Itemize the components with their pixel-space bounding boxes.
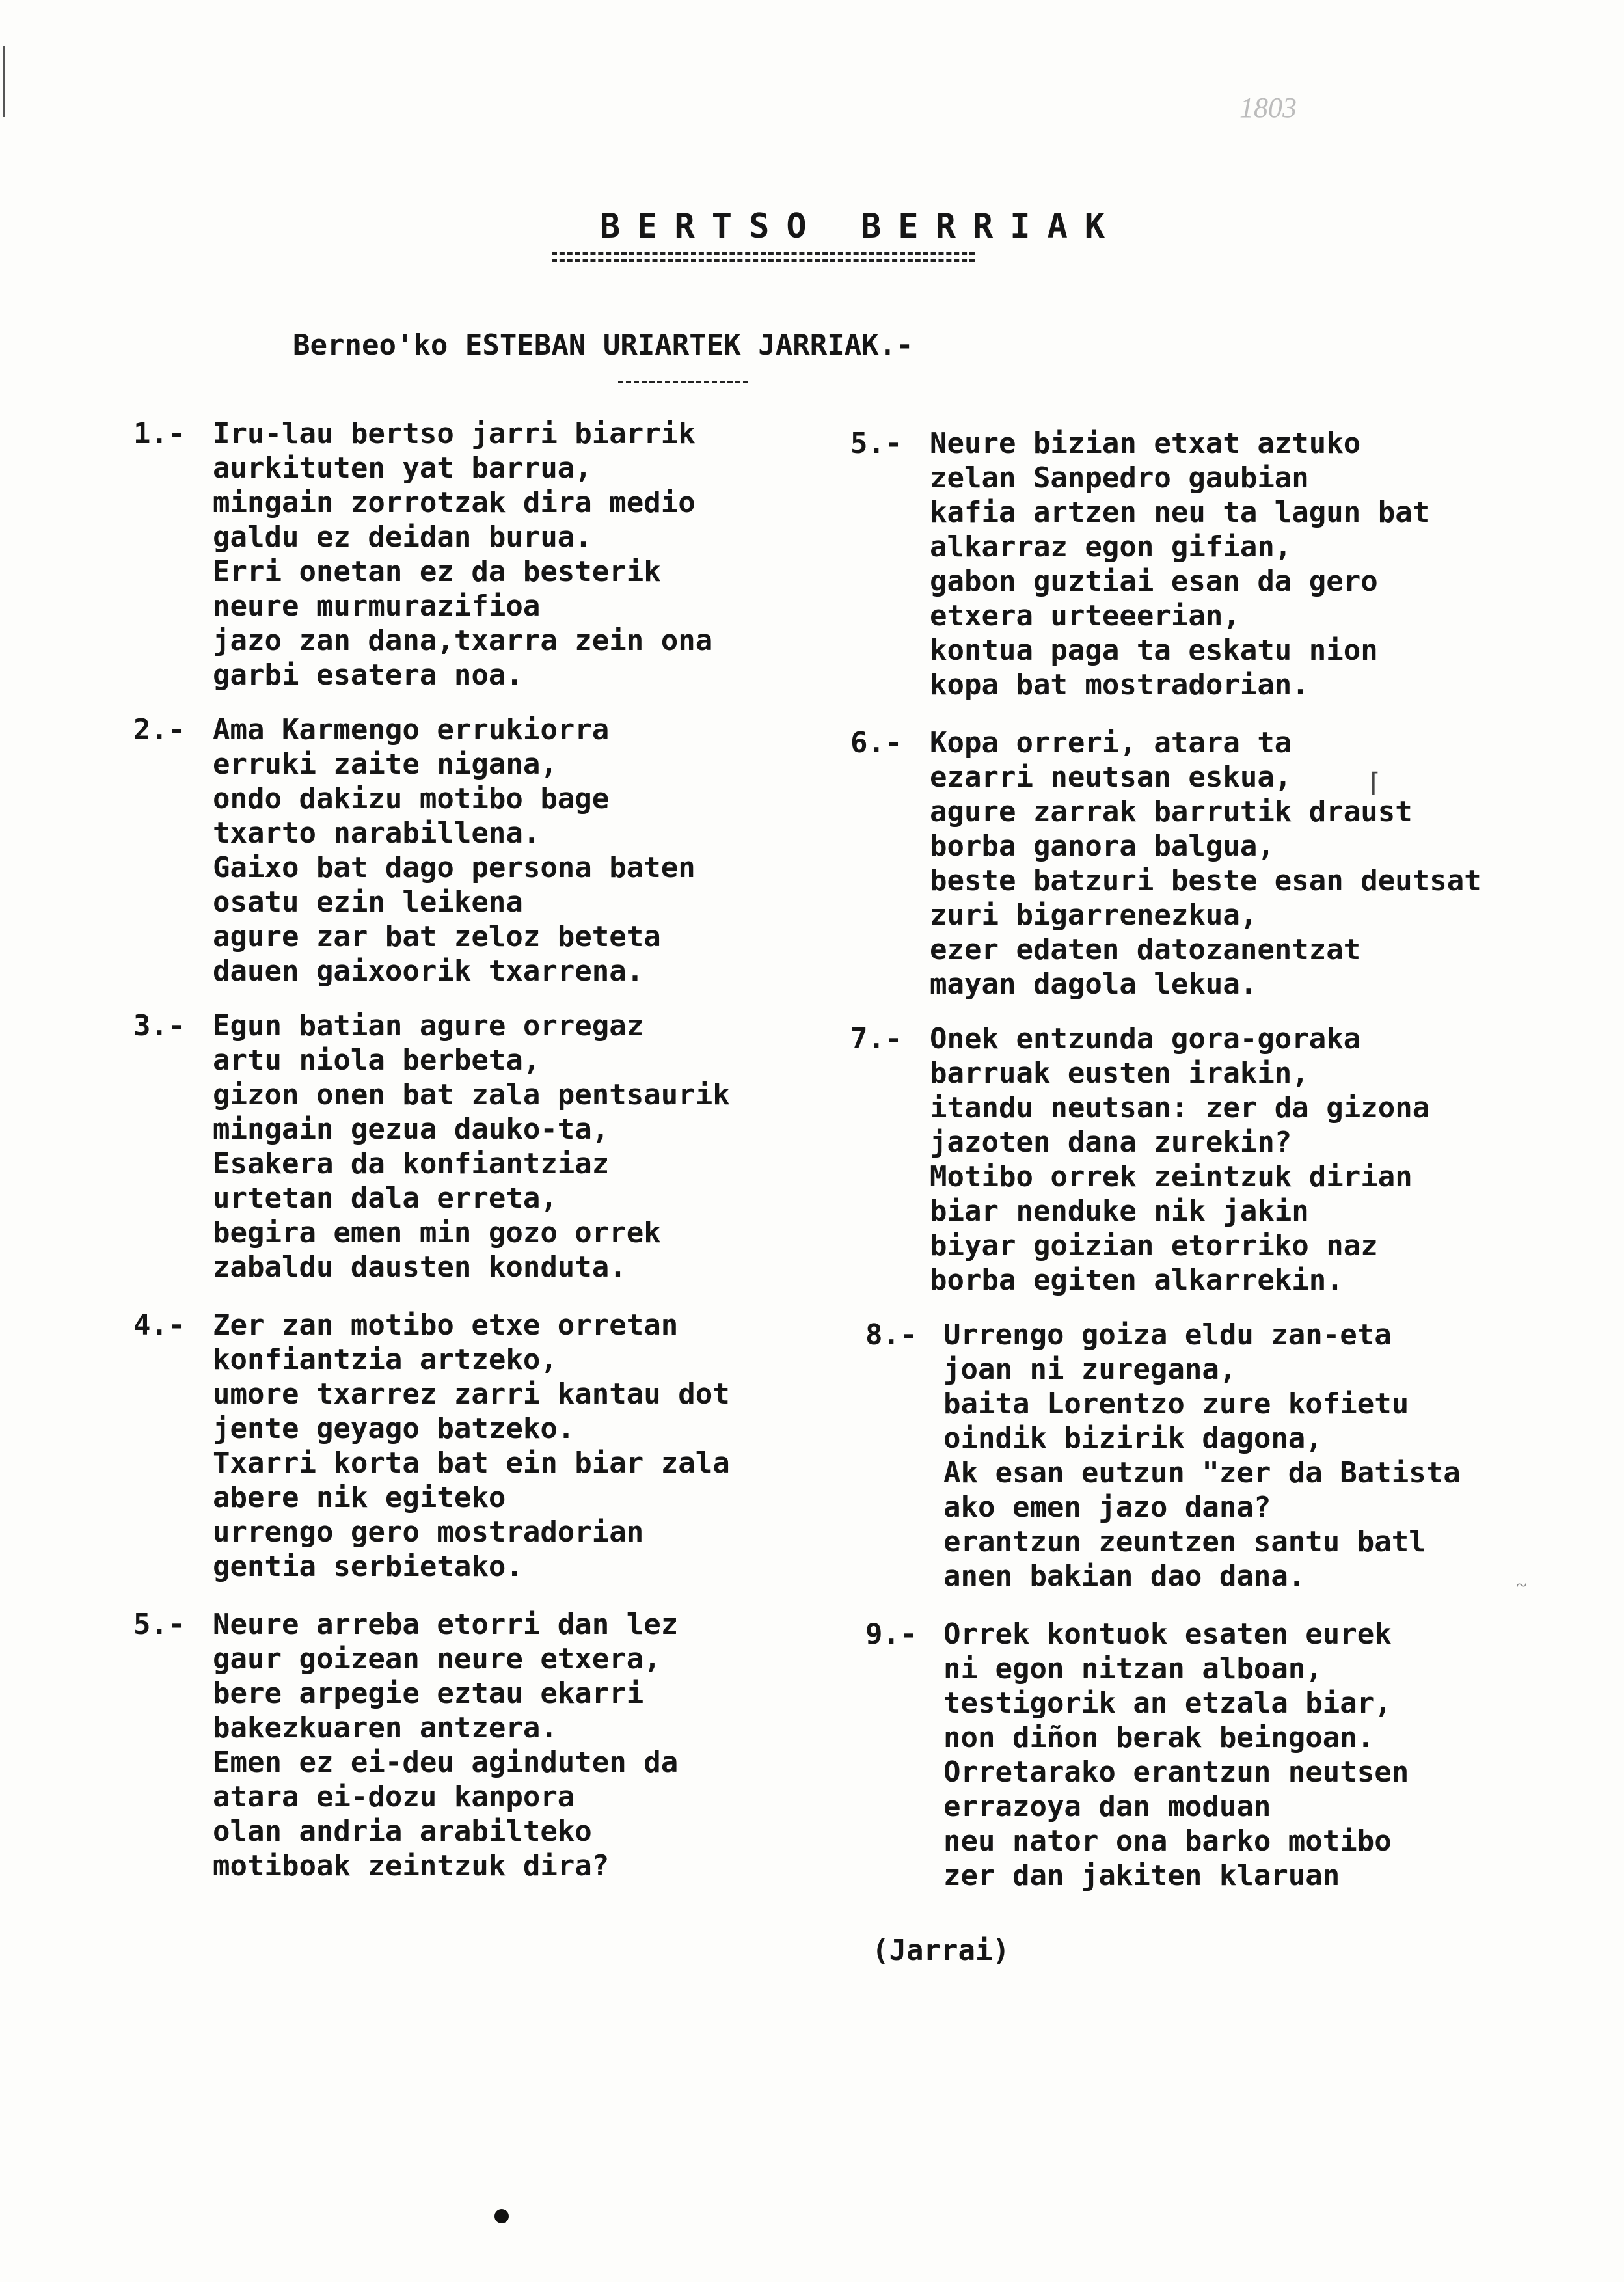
verse-line: Neure bizian etxat aztuko (930, 427, 1361, 460)
ink-dot (494, 2209, 509, 2223)
verse-line: kopa bat mostradorian. (930, 668, 1309, 701)
verse-line: Esakera da konfiantziaz (213, 1147, 610, 1180)
title-underline (552, 252, 975, 262)
stanza-number: 7.- (850, 1022, 902, 1055)
verse-line: olan andria arabilteko (213, 1815, 592, 1848)
verse-line: zer dan jakiten klaruan (943, 1859, 1340, 1892)
verse-line: aurkituten yat barrua, (213, 452, 592, 485)
verse-line: ezarri neutsan eskua, (930, 761, 1292, 794)
verse-line: artu niola berbeta, (213, 1044, 541, 1077)
verse-line: dauen gaixoorik txarrena. (213, 955, 644, 988)
verse-line: gaur goizean neure etxera, (213, 1642, 661, 1676)
verse-line: mingain gezua dauko-ta, (213, 1113, 610, 1146)
verse-line: zelan Sanpedro gaubian (930, 461, 1309, 495)
verse-line: zabaldu dausten konduta. (213, 1251, 627, 1284)
verse-line: testigorik an etzala biar, (943, 1687, 1392, 1720)
verse-line: itandu neutsan: zer da gizona (930, 1091, 1430, 1124)
verse-line: erruki zaite nigana, (213, 748, 558, 781)
verse-line: kontua paga ta eskatu nion (930, 634, 1378, 667)
verse-line: ezer edaten datozanentzat (930, 933, 1361, 966)
verse-line: garbi esatera noa. (213, 659, 523, 692)
verse-line: Gaixo bat dago persona baten (213, 851, 696, 884)
verse-line: mayan dagola lekua. (930, 968, 1258, 1001)
verse-line: ondo dakizu motibo bage (213, 782, 610, 815)
verse-line: Ama Karmengo errukiorra (213, 713, 610, 746)
verse-line: baita Lorentzo zure kofietu (943, 1387, 1409, 1420)
stanza-number: 8.- (865, 1318, 917, 1352)
verse-line: beste batzuri beste esan deutsat (930, 864, 1482, 897)
page-title: BERTSO BERRIAK (599, 207, 1122, 246)
verse-line: erantzun zeuntzen santu batl (943, 1525, 1426, 1558)
verse-line: barruak eusten irakin, (930, 1057, 1309, 1090)
verse-line: atara ei-dozu kanpora (213, 1780, 575, 1813)
verse-line: Orretarako erantzun neutsen (943, 1756, 1409, 1789)
verse-line: biar nenduke nik jakin (930, 1195, 1309, 1228)
page-subtitle: Berneo'ko ESTEBAN URIARTEK JARRIAK.- (293, 329, 914, 362)
verse-line: joan ni zuregana, (943, 1353, 1237, 1386)
subtitle-underline (618, 381, 748, 383)
verse-line: osatu ezin leikena (213, 886, 523, 919)
verse-line: etxera urteeerian, (930, 599, 1240, 632)
archive-number: 1803 (1239, 92, 1297, 124)
verse-line: ako emen jazo dana? (943, 1491, 1271, 1524)
verse-line: urtetan dala erreta, (213, 1182, 558, 1215)
verse-line: agure zar bat zeloz beteta (213, 920, 661, 953)
verse-line: Onek entzunda gora-goraka (930, 1022, 1361, 1055)
verse-line: mingain zorrotzak dira medio (213, 486, 696, 519)
verse-line: borba egiten alkarrekin. (930, 1264, 1344, 1297)
verse-line: Kopa orreri, atara ta (930, 726, 1292, 759)
verse-line: Orrek kontuok esaten eurek (943, 1618, 1392, 1651)
verse-line: ni egon nitzan alboan, (943, 1652, 1323, 1685)
verse-line: Iru-lau bertso jarri biarrik (213, 417, 696, 450)
stanza-number: 3.- (133, 1009, 185, 1042)
stanza-number: 6.- (850, 726, 902, 759)
verse-line: anen bakian dao dana. (943, 1560, 1306, 1593)
verse-line: urrengo gero mostradorian (213, 1515, 644, 1549)
stanza-number: 5.- (850, 427, 902, 460)
verse-line: gabon guztiai esan da gero (930, 565, 1378, 598)
verse-line: gizon onen bat zala pentsaurik (213, 1078, 730, 1111)
verse-line: jazoten dana zurekin? (930, 1126, 1292, 1159)
verse-line: Erri onetan ez da besterik (213, 555, 661, 588)
verse-line: jazo zan dana,txarra zein ona (213, 624, 713, 657)
continuation-note: (Jarrai) (872, 1934, 1010, 1967)
verse-line: konfiantzia artzeko, (213, 1343, 558, 1376)
verse-line: motiboak zeintzuk dira? (213, 1849, 610, 1882)
verse-line: neu nator ona barko motibo (943, 1825, 1392, 1858)
stanza-number: 5.- (133, 1608, 185, 1641)
stanza-number: 9.- (865, 1618, 917, 1651)
verse-line: agure zarrak barrutik draust (930, 795, 1413, 828)
stanza-number: 1.- (133, 417, 185, 450)
stanza-number: 4.- (133, 1309, 185, 1342)
verse-line: abere nik egiteko (213, 1481, 506, 1514)
verse-line: Motibo orrek zeintzuk dirian (930, 1160, 1413, 1193)
verse-line: gentia serbietako. (213, 1550, 523, 1583)
verse-line: biyar goizian etorriko naz (930, 1229, 1378, 1262)
verse-line: Ak esan eutzun "zer da Batista (943, 1456, 1461, 1489)
verse-line: bere arpegie eztau ekarri (213, 1677, 644, 1710)
margin-line (3, 46, 5, 117)
verse-line: jente geyago batzeko. (213, 1412, 575, 1445)
verse-line: Urrengo goiza eldu zan-eta (943, 1318, 1392, 1352)
verse-line: borba ganora balgua, (930, 830, 1275, 863)
verse-line: Zer zan motibo etxe orretan (213, 1309, 679, 1342)
verse-line: begira emen min gozo orrek (213, 1216, 661, 1249)
verse-line: bakezkuaren antzera. (213, 1711, 558, 1745)
correction-mark: ⌈ (1366, 768, 1383, 798)
verse-line: neure murmurazifioa (213, 590, 541, 623)
verse-line: Neure arreba etorri dan lez (213, 1608, 679, 1641)
verse-line: galdu ez deidan burua. (213, 521, 592, 554)
verse-line: errazoya dan moduan (943, 1790, 1271, 1823)
verse-line: oindik bizirik dagona, (943, 1422, 1323, 1455)
verse-line: non diñon berak beingoan. (943, 1721, 1375, 1754)
stanza-number: 2.- (133, 713, 185, 746)
verse-line: txarto narabillena. (213, 817, 541, 850)
verse-line: Txarri korta bat ein biar zala (213, 1447, 730, 1480)
verse-line: zuri bigarrenezkua, (930, 899, 1258, 932)
handwritten-mark: ~ (1516, 1575, 1527, 1596)
verse-line: alkarraz egon gifian, (930, 530, 1292, 564)
verse-line: umore txarrez zarri kantau dot (213, 1378, 730, 1411)
verse-line: Egun batian agure orregaz (213, 1009, 644, 1042)
verse-line: kafia artzen neu ta lagun bat (930, 496, 1430, 529)
verse-line: Emen ez ei-deu aginduten da (213, 1746, 679, 1779)
